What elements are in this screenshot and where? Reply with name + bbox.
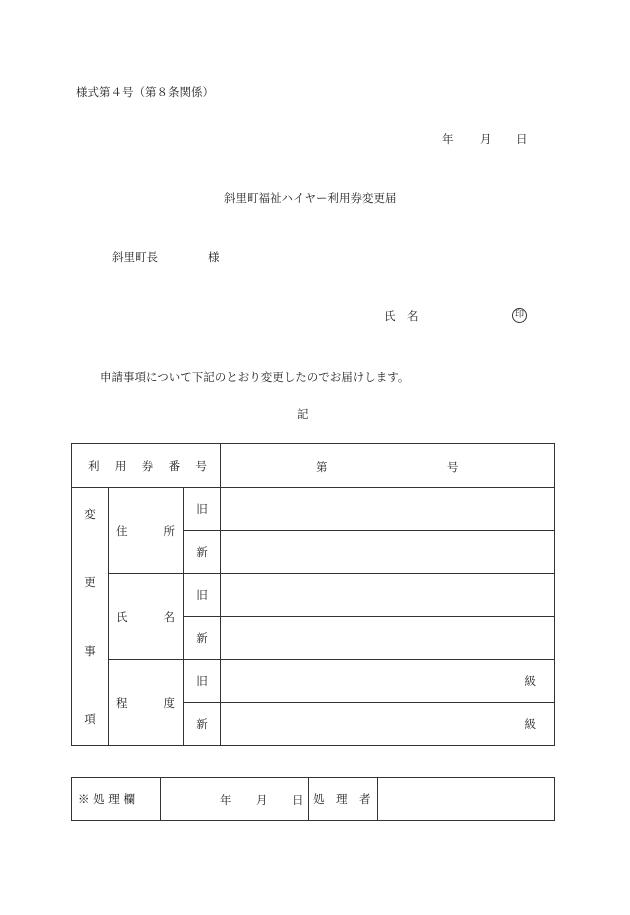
- henko-label-char: 項: [84, 712, 96, 727]
- handler-field[interactable]: [378, 778, 555, 821]
- go-label: 号: [447, 459, 459, 474]
- ticket-label-char: 用: [114, 458, 127, 473]
- address-label-b: 所: [163, 523, 175, 538]
- ticket-number-label: [72, 444, 221, 488]
- handler-label: 処 理 者: [309, 778, 378, 821]
- henko-label-char: 事: [84, 643, 96, 658]
- processing-row: [72, 778, 555, 821]
- processing-month-label: 月: [256, 793, 268, 807]
- name-new-field[interactable]: [221, 617, 555, 660]
- name-old-label: 旧: [184, 574, 221, 617]
- address-new-label: 新: [184, 531, 221, 574]
- name-old-field[interactable]: [221, 574, 555, 617]
- processing-day-label: 日: [292, 793, 304, 807]
- processing-label: ※ 処 理 欄: [72, 778, 161, 821]
- name-label: [109, 574, 184, 660]
- name-label-b: 名: [163, 609, 175, 624]
- seal-mark-icon: 印: [512, 308, 527, 323]
- dai-label: 第: [316, 459, 328, 474]
- applicant-shi: 氏: [384, 309, 396, 323]
- ticket-label-char: 利: [88, 458, 100, 473]
- change-table: [71, 443, 555, 746]
- date-year-label: 年: [442, 132, 454, 146]
- address-old-label: 旧: [184, 488, 221, 531]
- address-label: [109, 488, 184, 574]
- name-label-a: 氏: [116, 609, 128, 624]
- ticket-number-field[interactable]: [221, 444, 555, 488]
- degree-new-field[interactable]: 級: [221, 703, 555, 746]
- address-label-a: 住: [116, 523, 128, 538]
- date-month-label: 月: [480, 132, 492, 146]
- degree-old-field[interactable]: 級: [221, 660, 555, 703]
- ki-heading: 記: [297, 407, 309, 421]
- processing-date-field[interactable]: [161, 778, 309, 821]
- degree-label: [109, 660, 184, 746]
- degree-new-label: 新: [184, 703, 221, 746]
- applicant-mei: 名: [407, 309, 419, 323]
- table-row: [72, 574, 555, 617]
- degree-label-a: 程: [116, 695, 128, 710]
- henko-label-char: 更: [84, 575, 96, 590]
- henko-jiko-label: [72, 488, 109, 746]
- form-number: 様式第４号（第８条関係）: [76, 85, 214, 99]
- document-title: 斜里町福祉ハイヤー利用券変更届: [224, 191, 397, 205]
- address-old-field[interactable]: [221, 488, 555, 531]
- ticket-label-char: 番: [168, 458, 181, 473]
- name-new-label: 新: [184, 617, 221, 660]
- table-row: [72, 488, 555, 531]
- degree-old-label: 旧: [184, 660, 221, 703]
- ticket-number-row: [72, 444, 555, 488]
- addressee-honorific: 様: [208, 250, 220, 264]
- processing-year-label: 年: [220, 793, 232, 807]
- date-day-label: 日: [516, 132, 528, 146]
- processing-table: [71, 777, 555, 821]
- ticket-label-char: 号: [195, 458, 207, 473]
- table-row: [72, 660, 555, 703]
- addressee-name: 斜里町長: [112, 250, 158, 264]
- degree-label-b: 度: [163, 695, 175, 710]
- henko-label-char: 変: [84, 506, 96, 521]
- body-text: 申請事項について下記のとおり変更したのでお届けします。: [100, 370, 410, 384]
- address-new-field[interactable]: [221, 531, 555, 574]
- ticket-label-char: 券: [141, 458, 154, 473]
